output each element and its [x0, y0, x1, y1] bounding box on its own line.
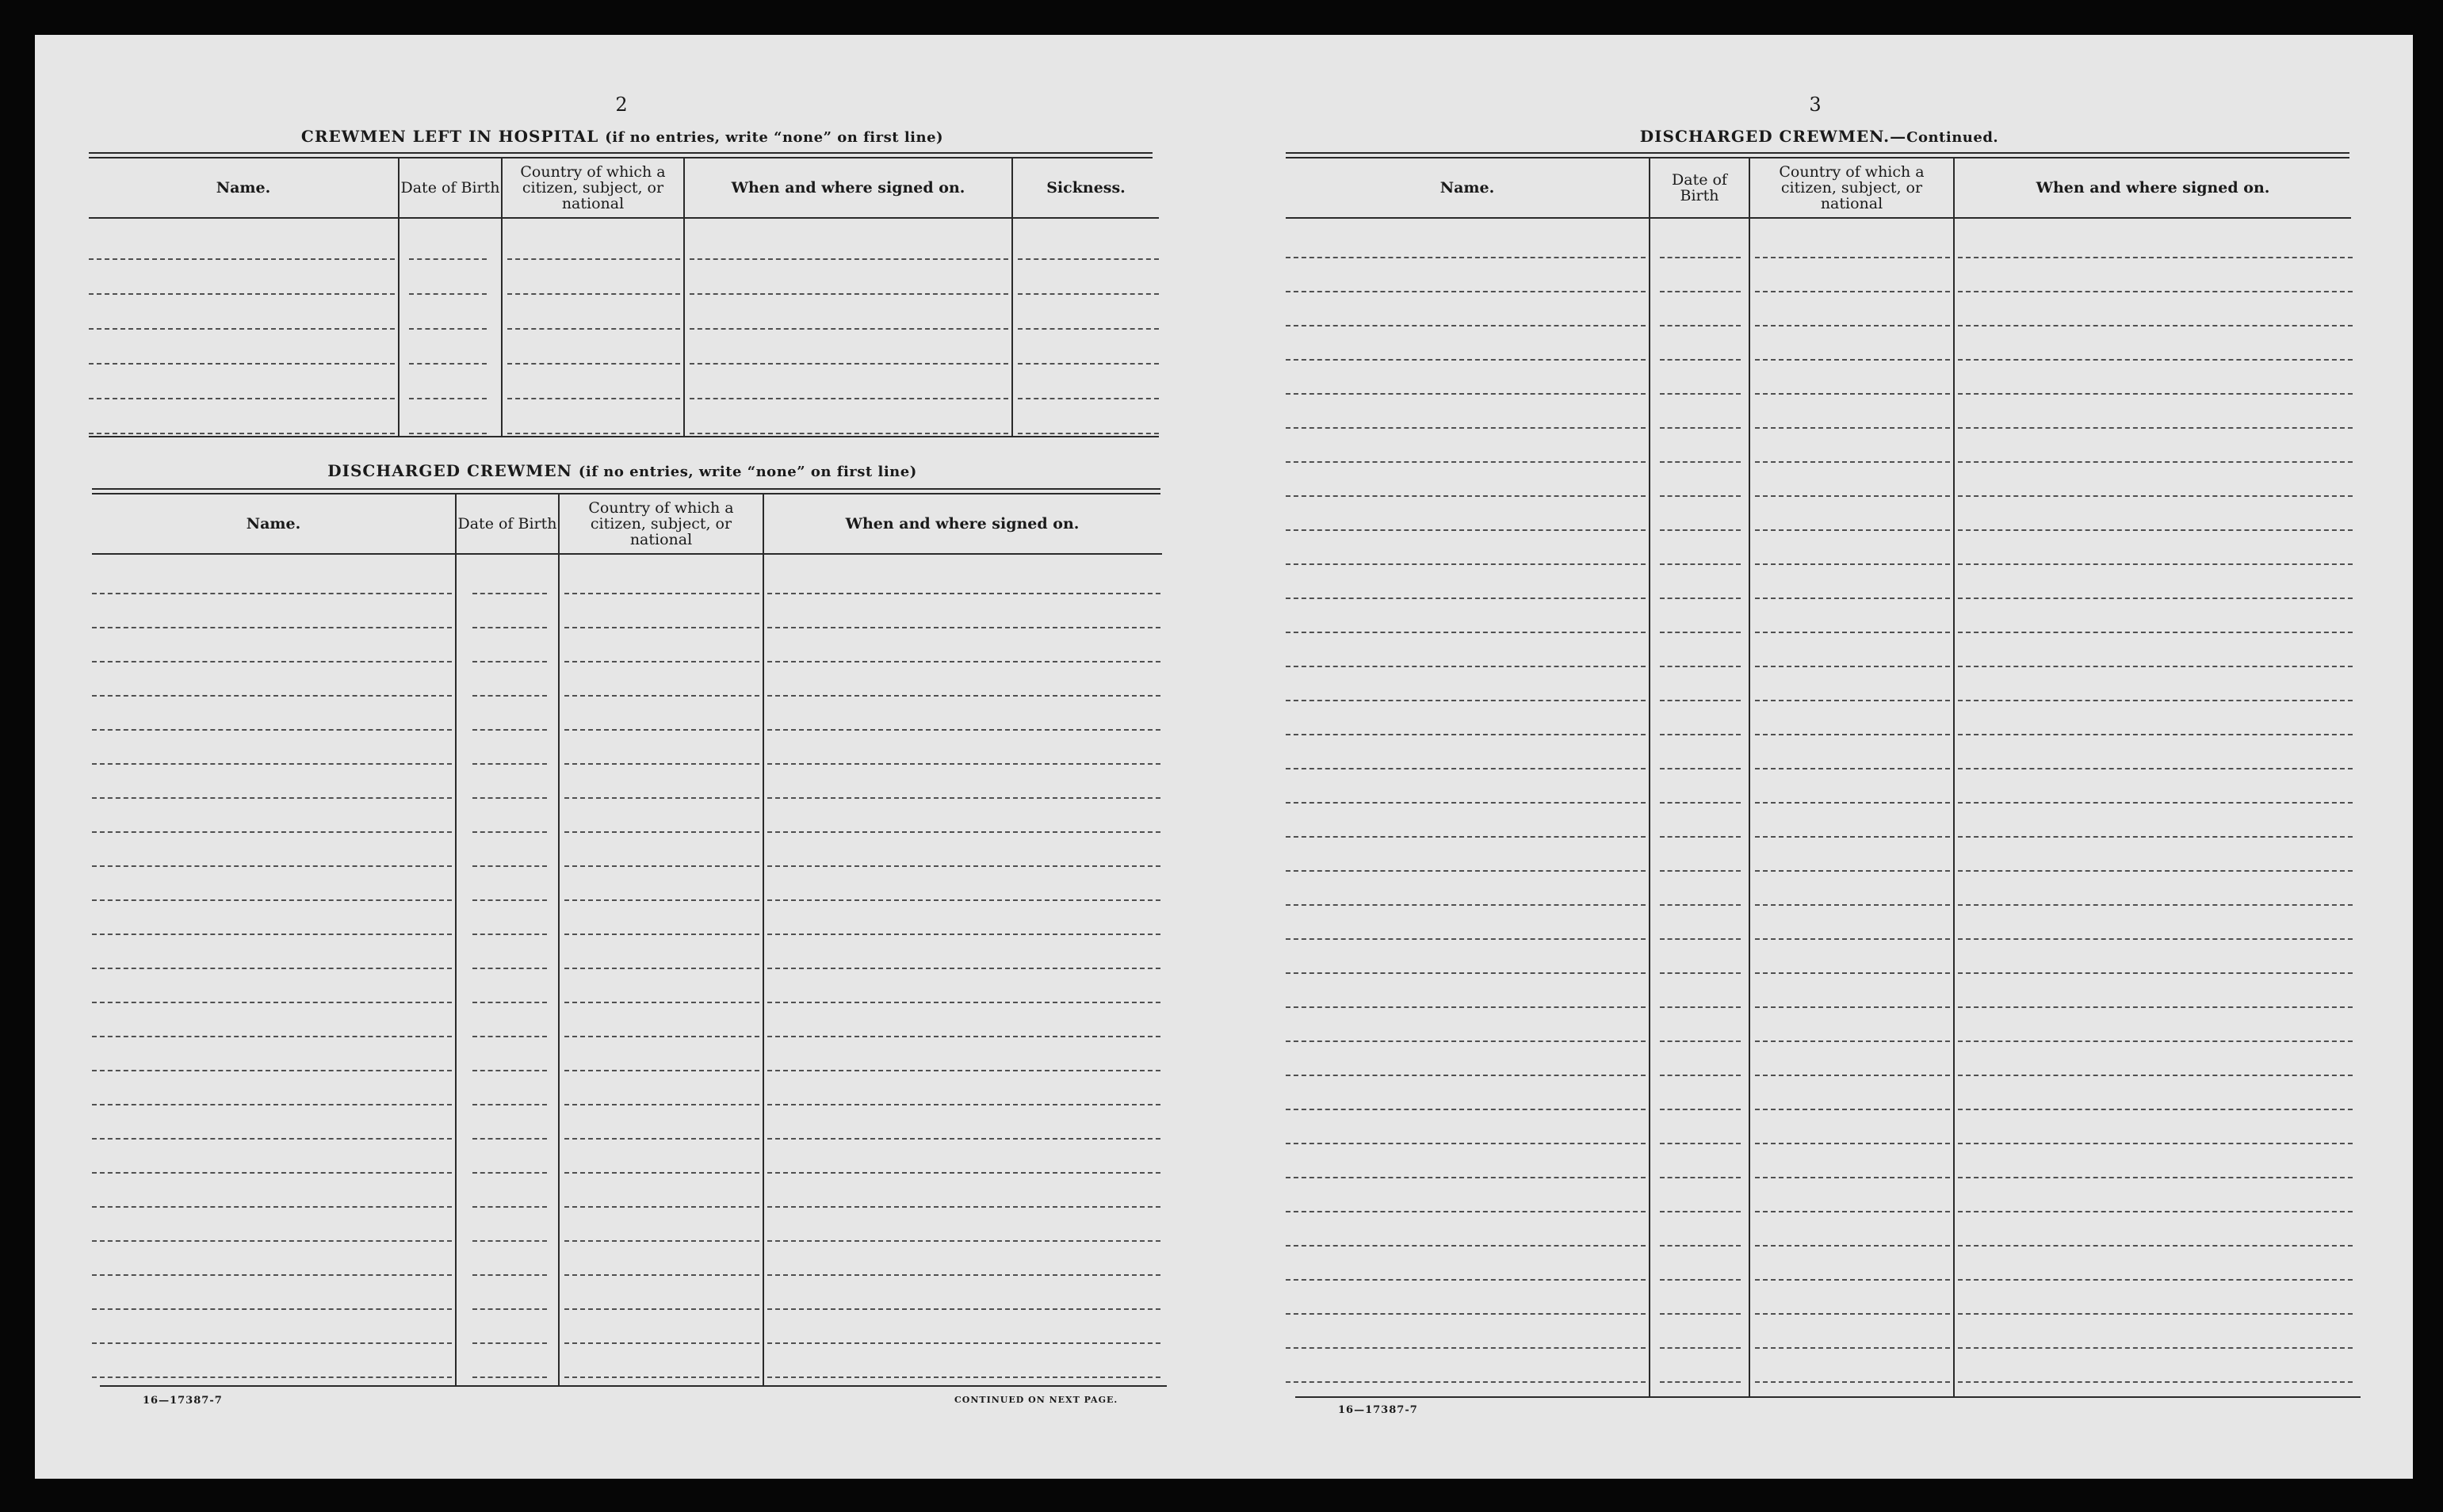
entry-line [1660, 427, 1741, 429]
entry-line [767, 729, 1160, 731]
entry-line [409, 363, 487, 365]
entry-line [472, 1240, 547, 1242]
page-number: 2 [615, 94, 628, 116]
entry-line [1286, 1075, 1646, 1076]
entry-line [1286, 1347, 1646, 1349]
entry-line [564, 865, 759, 867]
entry-line [1755, 598, 1950, 599]
entry-line [1755, 802, 1950, 804]
entry-line [1958, 1245, 2353, 1247]
entry-line [92, 1104, 452, 1105]
entry-line [767, 593, 1160, 594]
entry-line [472, 1342, 547, 1344]
entry-line [1755, 529, 1950, 531]
entry-line [1958, 972, 2353, 974]
entry-line [564, 1240, 759, 1242]
entry-line [472, 1104, 547, 1105]
discharged-title-text: DISCHARGED CREWMEN [327, 461, 572, 480]
form-paper [35, 35, 2413, 1479]
entry-line [89, 258, 395, 260]
entry-line [1286, 1143, 1646, 1144]
entry-line [1755, 904, 1950, 906]
entry-line [1755, 393, 1950, 395]
entry-line [92, 1138, 452, 1140]
entry-line [1660, 972, 1741, 974]
entry-line [1755, 291, 1950, 292]
entry-line [89, 363, 395, 365]
discharged-col-country: Country of which a citizen, subject, or national [588, 499, 734, 548]
entry-line [1755, 1006, 1950, 1008]
entry-line [1755, 700, 1950, 701]
entry-line [472, 1172, 547, 1174]
entry-line [472, 865, 547, 867]
entry-line [1286, 359, 1646, 361]
entry-line [1755, 257, 1950, 258]
entry-line [767, 899, 1160, 901]
entry-line [1286, 1279, 1646, 1281]
entry-line [1660, 1211, 1741, 1212]
entry-line [1286, 904, 1646, 906]
entry-line [767, 1138, 1160, 1140]
entry-line [564, 831, 759, 833]
entry-line [1958, 1040, 2353, 1042]
continued-col-country: Country of which a citizen, subject, or national [1779, 163, 1925, 212]
entry-line [1660, 1177, 1741, 1178]
entry-line [92, 1274, 452, 1276]
entry-line [767, 1036, 1160, 1037]
entry-line [767, 1342, 1160, 1344]
entry-line [767, 1104, 1160, 1105]
entry-line [92, 695, 452, 697]
entry-line [472, 695, 547, 697]
entry-line [1660, 836, 1741, 838]
entry-line [1958, 461, 2353, 463]
entry-line [1286, 461, 1646, 463]
entry-line [1660, 598, 1741, 599]
entry-line [92, 1036, 452, 1037]
entry-line [472, 797, 547, 799]
entry-line [1660, 1040, 1741, 1042]
entry-line [1018, 398, 1159, 399]
entry-line [1958, 359, 2353, 361]
entry-line [1286, 666, 1646, 667]
entry-line [564, 899, 759, 901]
entry-line [767, 865, 1160, 867]
entry-line [472, 1138, 547, 1140]
entry-line [507, 433, 680, 434]
entry-line [1958, 529, 2353, 531]
entry-line [1660, 495, 1741, 497]
entry-line [1286, 700, 1646, 701]
entry-line [92, 1002, 452, 1003]
entry-line [690, 398, 1008, 399]
entry-line [1755, 1211, 1950, 1212]
entry-line [767, 1002, 1160, 1003]
entry-line [1286, 257, 1646, 258]
entry-line [767, 1070, 1160, 1071]
entry-line [1958, 495, 2353, 497]
hospital-col-dob: Date of Birth [400, 179, 500, 197]
entry-line [1755, 666, 1950, 667]
entry-line [1958, 1313, 2353, 1315]
entry-line [92, 1376, 452, 1378]
entry-line [1755, 461, 1950, 463]
entry-line [767, 1172, 1160, 1174]
entry-line [1286, 325, 1646, 326]
entry-line [409, 433, 487, 434]
entry-line [89, 293, 395, 295]
entry-line [1660, 1075, 1741, 1076]
entry-line [1018, 258, 1159, 260]
entry-line [472, 968, 547, 969]
entry-line [1958, 802, 2353, 804]
entry-line [564, 593, 759, 594]
entry-line [507, 398, 680, 399]
discharged-title-note: (if no entries, write “none” on first line) [578, 464, 917, 480]
entry-line [409, 398, 487, 399]
discharged-col-name: Name. [246, 515, 301, 533]
entry-line [1958, 1006, 2353, 1008]
entry-line [1755, 1109, 1950, 1110]
entry-line [1755, 768, 1950, 769]
entry-line [1286, 1381, 1646, 1383]
entry-line [92, 1070, 452, 1071]
entry-line [564, 1104, 759, 1105]
hospital-section-title [87, 127, 1157, 146]
entry-line [1755, 427, 1950, 429]
entry-line [92, 729, 452, 731]
entry-line [1958, 870, 2353, 872]
entry-line [92, 865, 452, 867]
entry-line [1660, 1381, 1741, 1383]
entry-line [1286, 1177, 1646, 1178]
entry-line [1755, 1177, 1950, 1178]
hospital-col-sickness: Sickness. [1046, 179, 1126, 197]
entry-line [507, 293, 680, 295]
entry-line [1660, 393, 1741, 395]
entry-line [92, 934, 452, 935]
entry-line [564, 695, 759, 697]
hospital-col-signed-on: When and where signed on. [731, 179, 965, 197]
entry-line [767, 1274, 1160, 1276]
entry-line [1958, 938, 2353, 940]
entry-line [1958, 291, 2353, 292]
entry-line [1755, 325, 1950, 326]
entry-line [690, 328, 1008, 330]
entry-line [1286, 972, 1646, 974]
entry-line [1286, 938, 1646, 940]
discharged-continued-title [1284, 127, 2354, 146]
entry-line [1958, 904, 2353, 906]
entry-line [1755, 1279, 1950, 1281]
entry-line [472, 661, 547, 662]
entry-line [690, 293, 1008, 295]
entry-line [1660, 257, 1741, 258]
entry-line [1018, 433, 1159, 434]
entry-line [564, 934, 759, 935]
entry-line [89, 328, 395, 330]
entry-line [1660, 1245, 1741, 1247]
entry-line [1660, 1143, 1741, 1144]
entry-line [472, 729, 547, 731]
entry-line [472, 1274, 547, 1276]
entry-line [1660, 802, 1741, 804]
entry-line [1755, 972, 1950, 974]
entry-line [1660, 1279, 1741, 1281]
entry-line [92, 627, 452, 628]
entry-line [409, 258, 487, 260]
entry-line [1958, 1177, 2353, 1178]
entry-line [767, 1308, 1160, 1310]
form-number: 16—17387-7 [1338, 1404, 1418, 1416]
entry-line [1660, 563, 1741, 565]
entry-line [1755, 1040, 1950, 1042]
entry-line [564, 729, 759, 731]
discharged-col-signed-on: When and where signed on. [845, 515, 1080, 533]
continued-note: CONTINUED ON NEXT PAGE. [954, 1395, 1118, 1405]
entry-line [92, 797, 452, 799]
entry-line [1958, 257, 2353, 258]
entry-line [690, 363, 1008, 365]
entry-line [472, 1002, 547, 1003]
entry-line [507, 363, 680, 365]
entry-line [1286, 802, 1646, 804]
entry-line [1958, 666, 2353, 667]
entry-line [1018, 293, 1159, 295]
entry-line [1755, 870, 1950, 872]
entry-line [1286, 1313, 1646, 1315]
entry-line [564, 1036, 759, 1037]
entry-line [564, 1342, 759, 1344]
entry-line [1286, 1109, 1646, 1110]
entry-line [767, 1206, 1160, 1208]
entry-line [1755, 938, 1950, 940]
entry-line [507, 328, 680, 330]
entry-line [564, 1376, 759, 1378]
entry-line [1755, 1381, 1950, 1383]
entry-line [1286, 529, 1646, 531]
entry-line [92, 661, 452, 662]
entry-line [767, 934, 1160, 935]
entry-line [1958, 734, 2353, 735]
entry-line [472, 1376, 547, 1378]
entry-line [1286, 632, 1646, 633]
entry-line [1286, 1040, 1646, 1042]
entry-line [1958, 836, 2353, 838]
entry-line [1755, 1313, 1950, 1315]
entry-line [1958, 700, 2353, 701]
entry-line [1660, 870, 1741, 872]
entry-line [1660, 632, 1741, 633]
entry-line [767, 1240, 1160, 1242]
entry-line [1958, 1075, 2353, 1076]
entry-line [767, 831, 1160, 833]
entry-line [1660, 529, 1741, 531]
page-number: 3 [1809, 94, 1822, 116]
entry-line [92, 831, 452, 833]
hospital-col-country: Country of which a citizen, subject, or national [520, 163, 666, 212]
entry-line [564, 797, 759, 799]
entry-line [1286, 734, 1646, 735]
entry-line [1660, 1347, 1741, 1349]
entry-line [1958, 598, 2353, 599]
entry-line [92, 1206, 452, 1208]
entry-line [564, 661, 759, 662]
discharged-col-dob: Date of Birth [457, 515, 557, 533]
entry-line [1660, 1006, 1741, 1008]
entry-line [690, 433, 1008, 434]
entry-line [1958, 1347, 2353, 1349]
entry-line [564, 1274, 759, 1276]
hospital-col-name: Name. [216, 179, 271, 197]
entry-line [1660, 938, 1741, 940]
entry-line [409, 293, 487, 295]
entry-line [472, 1308, 547, 1310]
entry-line [1755, 1245, 1950, 1247]
entry-line [1958, 563, 2353, 565]
entry-line [564, 1138, 759, 1140]
entry-line [564, 968, 759, 969]
form-number: 16—17387-7 [143, 1395, 223, 1407]
entry-line [1660, 291, 1741, 292]
entry-line [89, 398, 395, 399]
entry-line [1958, 768, 2353, 769]
entry-line [564, 1308, 759, 1310]
entry-line [1958, 1143, 2353, 1144]
entry-line [767, 763, 1160, 765]
entry-line [1286, 393, 1646, 395]
entry-line [1286, 598, 1646, 599]
hospital-title-note: (if no entries, write “none” on first line) [605, 129, 944, 146]
entry-line [472, 763, 547, 765]
entry-line [1286, 1006, 1646, 1008]
entry-line [1958, 1279, 2353, 1281]
entry-line [92, 763, 452, 765]
discharged-continued-note: Continued. [1906, 129, 1999, 146]
entry-line [1286, 495, 1646, 497]
entry-line [767, 695, 1160, 697]
entry-line [1286, 768, 1646, 769]
entry-line [767, 797, 1160, 799]
entry-line [767, 968, 1160, 969]
entry-line [1660, 1109, 1741, 1110]
entry-line [1755, 1347, 1950, 1349]
entry-line [1660, 904, 1741, 906]
entry-line [564, 1172, 759, 1174]
entry-line [767, 661, 1160, 662]
entry-line [767, 1376, 1160, 1378]
entry-line [92, 1308, 452, 1310]
entry-line [1958, 1211, 2353, 1212]
entry-line [1018, 328, 1159, 330]
continued-col-signed-on: When and where signed on. [2036, 179, 2270, 197]
entry-line [1286, 836, 1646, 838]
entry-line [92, 1240, 452, 1242]
entry-line [1660, 666, 1741, 667]
entry-line [89, 433, 395, 434]
entry-line [1755, 359, 1950, 361]
entry-line [472, 1036, 547, 1037]
entry-line [690, 258, 1008, 260]
entry-line [1958, 393, 2353, 395]
discharged-continued-title-text: DISCHARGED CREWMEN.— [1639, 127, 1907, 146]
entry-line [1755, 1075, 1950, 1076]
entry-line [564, 763, 759, 765]
entry-line [1958, 427, 2353, 429]
entry-line [1755, 563, 1950, 565]
entry-line [1286, 427, 1646, 429]
entry-line [92, 968, 452, 969]
entry-line [1660, 1313, 1741, 1315]
entry-line [1660, 461, 1741, 463]
entry-line [564, 627, 759, 628]
entry-line [1755, 734, 1950, 735]
continued-col-name: Name. [1439, 179, 1495, 197]
entry-line [472, 1070, 547, 1071]
entry-line [1755, 1143, 1950, 1144]
hospital-title-text: CREWMEN LEFT IN HOSPITAL [300, 127, 599, 146]
entry-line [1755, 836, 1950, 838]
entry-line [1755, 632, 1950, 633]
entry-line [92, 1172, 452, 1174]
entry-line [767, 627, 1160, 628]
entry-line [472, 899, 547, 901]
entry-line [1286, 1245, 1646, 1247]
entry-line [1286, 1211, 1646, 1212]
continued-col-dob: Date of Birth [1672, 171, 1727, 204]
entry-line [472, 1206, 547, 1208]
entry-line [92, 593, 452, 594]
entry-line [92, 1342, 452, 1344]
entry-line [1958, 1109, 2353, 1110]
entry-line [1660, 700, 1741, 701]
entry-line [409, 328, 487, 330]
entry-line [1660, 734, 1741, 735]
entry-line [564, 1206, 759, 1208]
entry-line [507, 258, 680, 260]
entry-line [1286, 291, 1646, 292]
entry-line [1286, 870, 1646, 872]
entry-line [92, 899, 452, 901]
entry-line [472, 934, 547, 935]
entry-line [1660, 325, 1741, 326]
entry-line [472, 831, 547, 833]
entry-line [564, 1070, 759, 1071]
entry-line [1958, 1381, 2353, 1383]
entry-line [1755, 495, 1950, 497]
entry-line [1018, 363, 1159, 365]
entry-line [1660, 768, 1741, 769]
discharged-section-title [87, 461, 1157, 480]
entry-line [472, 593, 547, 594]
entry-line [564, 1002, 759, 1003]
entry-line [1286, 563, 1646, 565]
entry-line [1958, 325, 2353, 326]
entry-line [1958, 632, 2353, 633]
entry-line [472, 627, 547, 628]
entry-line [1660, 359, 1741, 361]
